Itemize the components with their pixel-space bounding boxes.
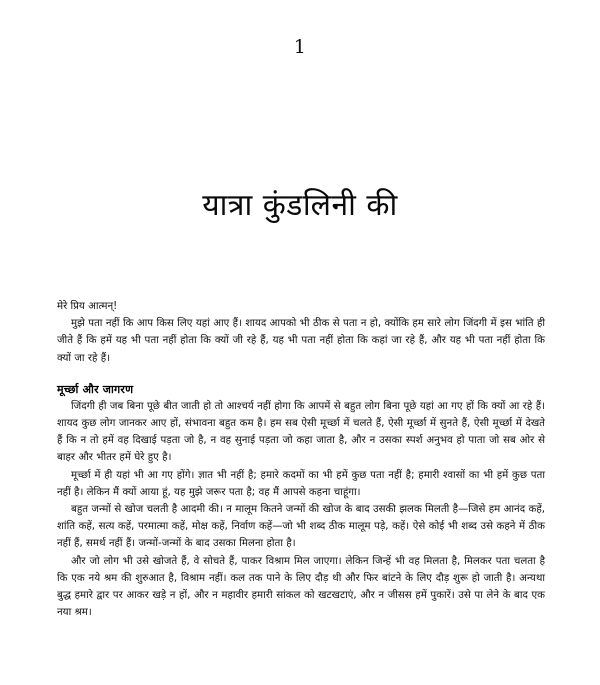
- paragraph-4: और जो लोग भी उसे खोजते हैं, वे सोचते हैं, पाकर विश्राम मिल जाएगा। लेकिन जिन्हें भी वह मिलता है, मिलकर पता चलता है कि एक नये श्रम की शुरुआत है, विश्राम नहीं। कल तक पाने के लिए दौड़ थी और फिर बांटने के लिए दौड़ शुरू हो जाती है। अन्यथा बुद्ध हमारे द्वार पर आकर खड़े न हों, और न महावीर हमारी सांकल को खटखटाएं, और न जीसस हमें पुकारें। उसे पा लेने के बाद एक नया श्रम।: [57, 555, 545, 619]
- page-body: [57, 298, 545, 621]
- salutation: मेरे प्रिय आत्मन्!: [57, 301, 118, 312]
- section-heading: मूर्च्छा और जागरण: [57, 382, 134, 396]
- page-number: 1: [293, 36, 307, 58]
- paragraph-2: मूर्च्छा में ही यहां भी आ गए होंगे। ज्ञात भी नहीं है; हमारे कदमों का भी हमें कुछ पता नहीं है; हमारी श्वासों का भी हमें कुछ पता नहीं है। लेकिन मैं क्यों आया हूं, यह मुझे जरूर पता है; वह मैं आपसे कहना चाहूंगा।: [57, 469, 545, 498]
- paragraph-1: जिंदगी ही जब बिना पूछे बीत जाती हो तो आश्चर्य नहीं होगा कि आपमें से बहुत लोग बिना पूछे यहां आ गए हों कि क्यों आ रहे हैं। शायद कुछ लोग जानकर आए हों, संभावना बहुत कम है। हम सब ऐसी मूर्च्छा में चलते हैं, ऐसी मूर्च्छा में सुनते हैं, ऐसी मूर्च्छा में देखते हैं कि न तो हमें वह दिखाई पड़ता जो है, न वह सुनाई पड़ता जो कहा जाता है, और न उसका स्पर्श अनुभव हो पाता जो सब ओर से बाहर और भीतर हमें घेरे हुए है।: [57, 400, 545, 464]
- paragraph-3: बहुत जन्मों से खोज चलती है आदमी की। न मालूम कितने जन्मों की खोज के बाद उसकी झलक मिलती है—जिसे हम आनंद कहें, शांति कहें, सत्य कहें, परमात्मा कहें, मोक्ष कहें, निर्वाण कहें—जो भी शब्द ठीक मालूम पड़े, कहें। ऐसे कोई भी शब्द उसे कहने में ठीक नहीं हैं, समर्थ नहीं हैं। जन्मों-जन्मों के बाद उसका मिलना होता है।: [57, 504, 545, 550]
- paragraph-intro: मुझे पता नहीं कि आप किस लिए यहां आए हैं। शायद आपको भी ठीक से पता न हो, क्योंकि हम सारे लोग जिंदगी में इस भांति ही जीते हैं कि हमें यह भी पता नहीं होता कि क्यों जी रहे हैं, यह भी पता नहीं होता कि कहां जा रहे हैं, और यह भी पता नहीं होता कि क्यों जा रहे हैं।: [57, 318, 545, 364]
- chapter-title: यात्रा कुंडलिनी की: [202, 188, 398, 224]
